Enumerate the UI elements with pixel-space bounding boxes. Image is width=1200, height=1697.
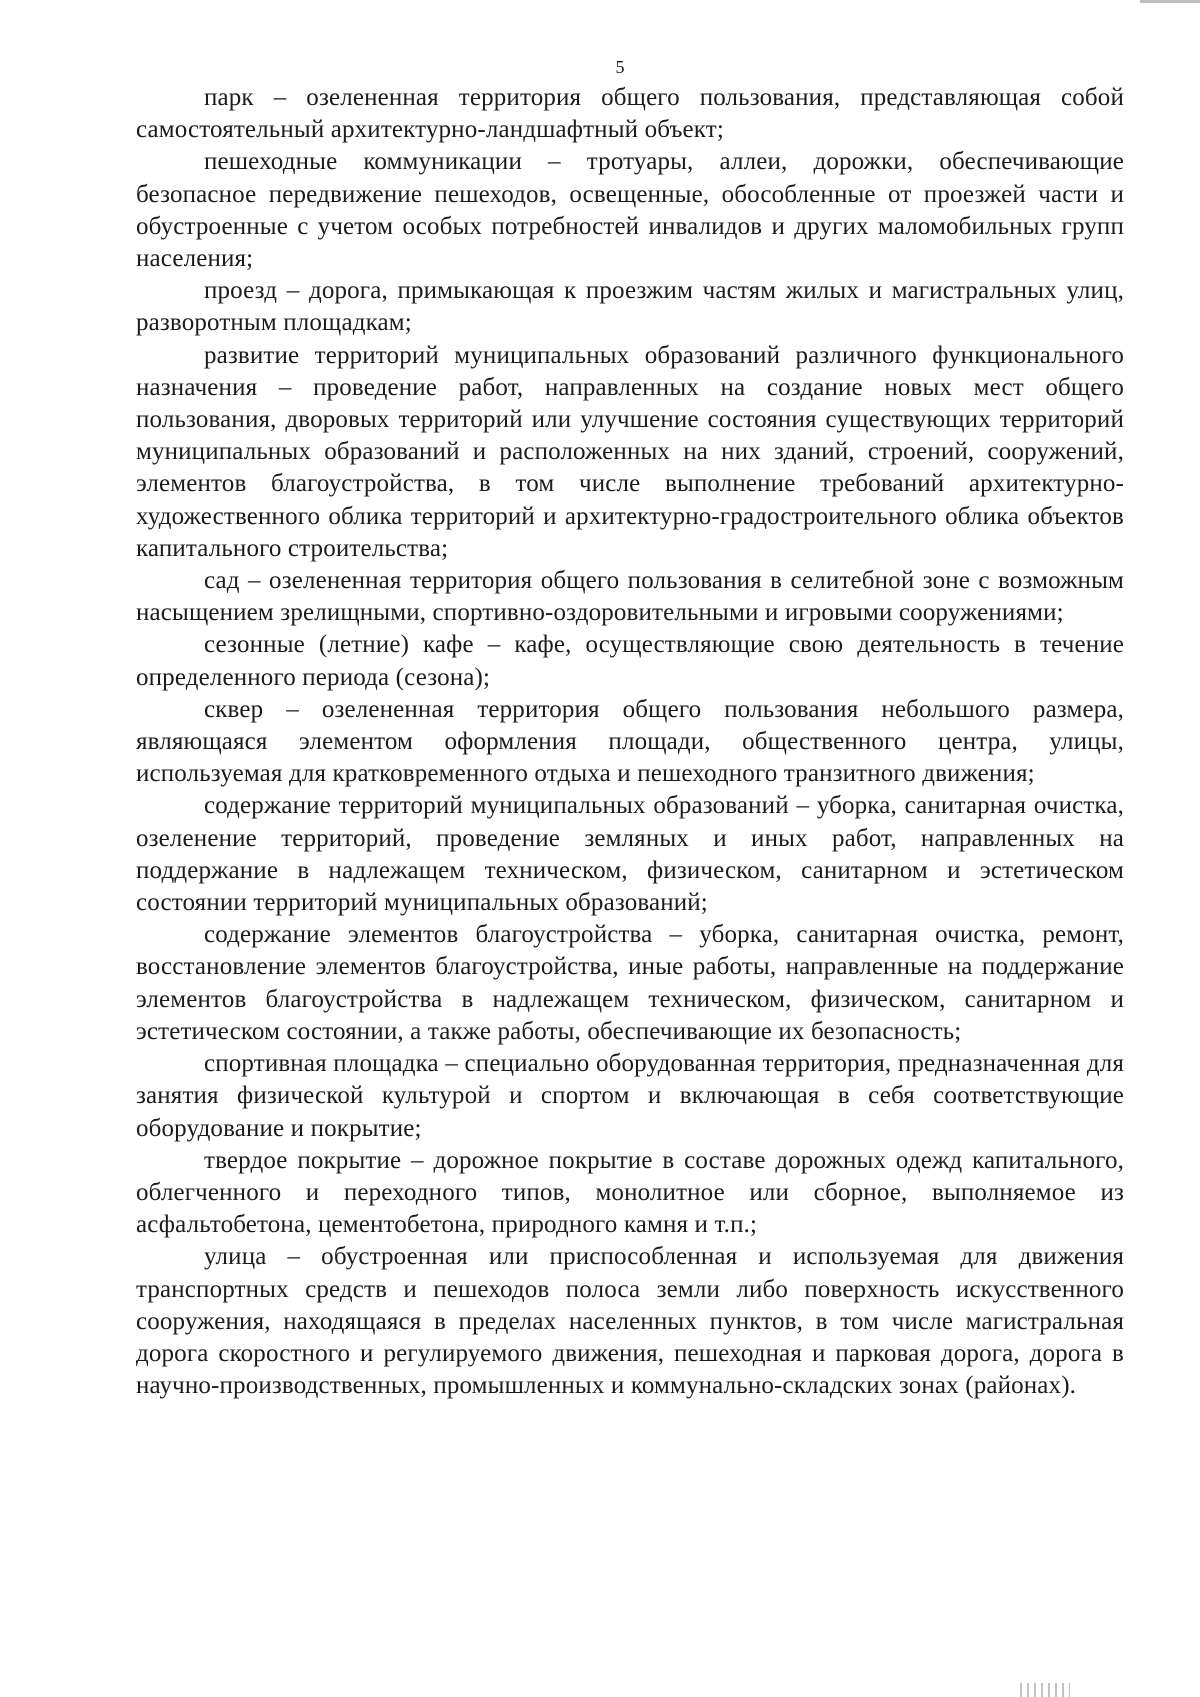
definition-territory-development: развитие территорий муниципальных образований различного функционального назначения – проведение работ, направленных на создание новых мест общего пользования, дворовых территорий или улучшение состояния существующих территорий муниципальных образований и расположенных на них зданий, строений, сооружений, элементов благоустройства, в том числе выполнение требований архитектурно-художественного облика территорий и архитектурно-градостроительного облика объектов капитального строительства; [136,341,1124,562]
definition-street: улица – обустроенная или приспособленная и используемая для движения транспортных средств и пешеходов полоса земли либо поверхность искусственного сооружения, находящаяся в пределах населенных пунктов, в том числе магистральная дорога скоростного и регулируемого движения, пешеходная и парковая дорога, дорога в научно-производственных, промышленных и коммунально-складских зонах (районах). [136,1243,1124,1400]
definition-territory-maintenance: содержание территорий муниципальных образований – уборка, санитарная очистка, озеленение территорий, проведение земляных и иных работ, направленных на поддержание в надлежащем техническом, физическом, санитарном и эстетическом состоянии территорий муниципальных образований; [136,792,1124,917]
scan-artifact-bottom [1020,1683,1070,1697]
definition-driveway: проезд – дорога, примыкающая к проезжим частям жилых и магистральных улиц, разворотным площадкам; [136,277,1124,337]
definition-improvement-elements-maintenance: содержание элементов благоустройства – уборка, санитарная очистка, ремонт, восстановление элементов благоустройства, иные работы, направленные на поддержание элементов благоустройства в надлежащем техническом, физическом, санитарном и эстетическом состоянии, а также работы, обеспечивающие их безопасность; [136,921,1124,1045]
scan-artifact-top [1140,0,1200,3]
definition-pedestrian-communications: пешеходные коммуникации – тротуары, аллеи, дорожки, обеспечивающие безопасное передвижение пешеходов, освещенные, обособленные от проезжей части и обустроенные с учетом особых потребностей инвалидов и других маломобильных групп населения; [136,148,1124,273]
page-number: 5 [615,57,625,77]
definition-hard-surface: твердое покрытие – дорожное покрытие в составе дорожных одежд капитального, облегченного и переходного типов, монолитное или сборное, выполняемое из асфальтобетона, цементобетона, природного камня и т.п.; [136,1146,1124,1239]
definition-public-square: сквер – озелененная территория общего пользования небольшого размера, являющаяся элементом оформления площади, общественного центра, улицы, используемая для кратковременного отдыха и пешеходного транзитного движения; [136,695,1124,788]
definition-sports-ground: спортивная площадка – специально оборудованная территория, предназначенная для занятия физической культурой и спортом и включающая в себя соответствующие оборудование и покрытие; [136,1050,1124,1142]
definition-park: парк – озелененная территория общего пользования, представляющая собой самостоятельный архитектурно-ландшафтный объект; [136,84,1124,144]
definition-seasonal-cafe: сезонные (летние) кафе – кафе, осуществляющие свою деятельность в течение определенного периода (сезона); [136,631,1124,691]
document-body [136,82,1124,1402]
definition-garden: сад – озелененная территория общего пользования в селитебной зоне с возможным насыщением зрелищными, спортивно-оздоровительными и игровыми сооружениями; [136,567,1124,627]
